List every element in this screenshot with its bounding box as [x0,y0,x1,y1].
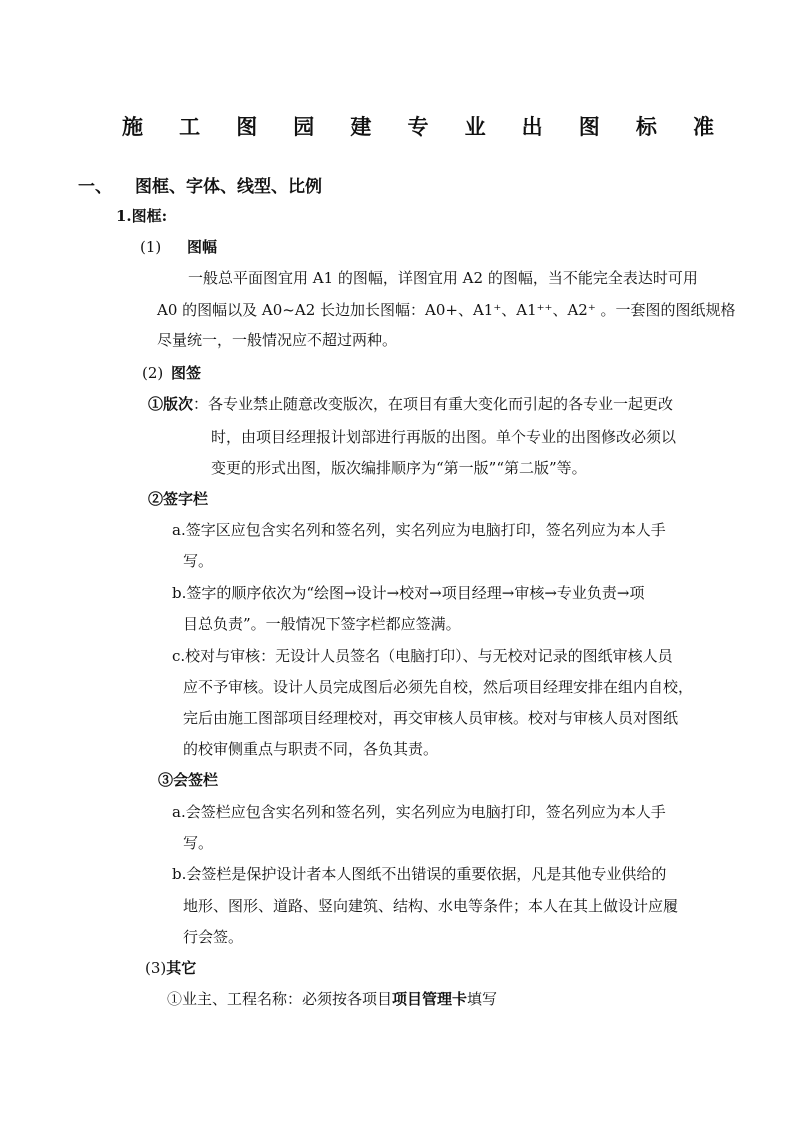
paragraph-line: a.会签栏应包含实名列和签名列，实名列应为电脑打印，签名列应为本人手 [172,803,666,821]
paragraph-line: 应不予审核。设计人员完成图后必须先自校，然后项目经理安排在组内自校， [183,678,694,696]
paragraph-line: ：各专业禁止随意改变版次，在项目有重大变化而引起的各专业一起更改 [193,395,674,413]
page-title [122,111,714,141]
paragraph-line: 地形、图形、道路、竖向建筑、结构、水电等条件；本人在其上做设计应履 [183,897,679,915]
paragraph-line: 时，由项目经理报计划部进行再版的出图。单个专业的出图修改必须以 [211,428,677,446]
paragraph-line: 一般总平面图宜用 A1 的图幅，详图宜用 A2 的图幅，当不能完全表达时可用 [188,269,698,287]
title-char: 业 [464,114,486,139]
subsection-item [145,961,196,976]
section-number: 一、 [78,177,112,197]
paragraph-line: 变更的形式出图，版次编排顺序为“第一版”“第二版”等。 [211,459,587,477]
paragraph-line: c.校对与审核：无设计人员签名（电脑打印）、与无校对记录的图纸审核人员 [172,647,673,665]
signature-label: ②签字栏 [148,490,209,508]
paragraph-line: 行会签。 [183,928,244,946]
other-item-text: 填写 [467,990,498,1008]
title-char: 施 [122,114,143,139]
title-char: 准 [692,114,714,139]
section-heading: 图框、字体、线型、比例 [135,177,322,197]
paragraph-line: 完后由施工图部项目经理校对，再交审核人员审核。校对与审核人员对图纸 [183,709,679,727]
paragraph-line: 目总负责”。一般情况下签字栏都应签满。 [183,615,461,633]
subsection-heading: 其它 [166,959,197,977]
paragraph-line: A0 的图幅以及 A0~A2 长边加长图幅：A0+、A1⁺、A1⁺⁺、A2⁺ 。一套图的图纸规格 [157,301,736,319]
paragraph-line: 写。 [183,552,214,570]
edition-item [148,397,673,412]
paragraph-line: 写。 [183,834,214,852]
paragraph-line: b.会签栏是保护设计者本人图纸不出错误的重要依据，凡是其他专业供给的 [172,865,667,883]
title-char: 出 [521,114,543,139]
subsection-heading: 图签 [171,364,202,382]
paragraph-line: b.签字的顺序依次为“绘图→设计→校对→项目经理→审核→专业负责→项 [172,584,645,602]
title-char: 园 [293,114,315,139]
title-char: 标 [635,114,657,139]
subsection-number: (1) [140,238,162,256]
other-item [167,992,497,1007]
paragraph-line: 的校审侧重点与职责不同，各负其责。 [183,740,439,758]
subsection-number: (2) [142,364,164,382]
title-char: 图 [578,114,600,139]
item-heading: 1.图框: [116,207,168,225]
title-char: 专 [407,114,429,139]
title-char: 工 [179,114,201,139]
subsection-heading: 图幅 [187,238,218,256]
paragraph-line: a.签字区应包含实名列和签名列，实名列应为电脑打印，签名列应为本人手 [172,521,666,539]
management-card-term: 项目管理卡 [392,990,468,1008]
title-char: 建 [350,114,372,139]
paragraph-line: 尽量统一，一般情况应不超过两种。 [157,331,398,349]
title-char: 图 [236,114,258,139]
countersign-label: ③会签栏 [158,771,219,789]
subsection-number: (3) [145,959,167,977]
other-item-text: ①业主、工程名称：必须按各项目 [167,990,393,1008]
edition-label: ①版次 [148,395,194,413]
